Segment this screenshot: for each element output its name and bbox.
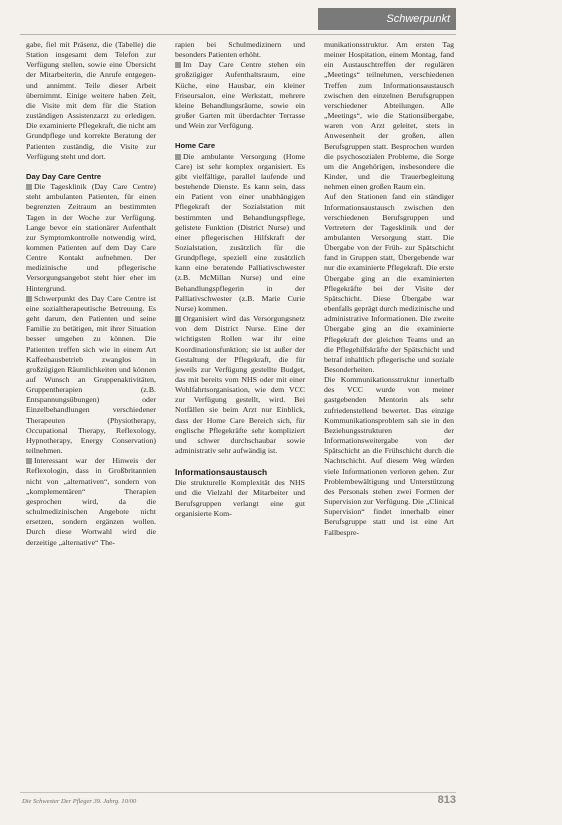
section-header: Schwerpunkt <box>318 8 456 30</box>
paragraph: munikationsstruktur. Am ersten Tag meiner Hospitation, einem Montag, fand ein Austauschtreffen der regulären „Meetings“ teilnehmen, verschiedenen Treffen zum Informationsaustausch zwischen den einzelnen Berufsgruppen verschiedener Abteilungen. Alle „Meetings“, wie die Stationsübergabe, waren von Arzt geleitet, stets in Anwesenheit der großen, allen Berufsgruppen statt. Besprochen wurden die psychosozialen Probleme, die Sorge um die Angehörigen, insbesondere die Kinder, und die Trauerbegleitung nehmen einen großen Raum ein. <box>324 40 454 192</box>
column-2 <box>175 40 305 519</box>
column-3 <box>324 40 454 538</box>
paragraph <box>175 152 305 315</box>
footer-rule <box>20 792 456 793</box>
paragraph-intro: gabe, fiel mit Präsenz, die (Tabelle) die Station insgesamt dem Telefon zur Verfügung stellen, sowie eine Übersicht der Mitarbeiterin, die Anrufe entgegen- und annimmt. Teile dieser Arbeit übernimmt. Einige weitere haben Zeit, die Visite mit dem für die Station zuständigen Assistenzarzt zu erledigen. Die examinierte Pflegekraft, die nicht am Grundpflege und korrekte Beratung der Patienten zuständig, die Visite zur Verfügung steht und dort. <box>26 40 156 161</box>
subheading-day-care: Day Day Care Centre <box>26 171 102 181</box>
paragraph-text: Im Day Care Centre stehen ein großzügiger Aufenthaltsraum, eine Küche, eine Hausbar, ein kleiner Friseursalon, eine Werkstatt, mehrere kleine Behandlungsräume, sowie ein großer Garten mit überdachter Terrasse und Wein zur Verfügung. <box>175 60 305 131</box>
square-bullet-icon <box>175 316 181 322</box>
paragraph-text: Schwerpunkt des Day Care Centre ist eine sozialtherapeutische Betreuung. Es geht darum, den Patienten und seine Familie zu betätigen, mit ihrer Situation besser umgehen zu können. Die Patienten treffen sich wie in einem Art Kaffeehausbetrieb zwanglos in großzügigen Räumlichkeiten und können auf Wunsch an Gruppenaktivitäten, Gruppentherapien (z.B. Entspannungsübungen) oder Einzelbehandlungen verschiedener Therapeuten (Physiotherapy, Occupational Therapy, Reflexology, Hypnotherapy, Energy Conservation) teilnehmen. <box>26 293 156 456</box>
heading-information-exchange: Informationsaustausch <box>175 467 268 478</box>
square-bullet-icon <box>26 184 32 190</box>
square-bullet-icon <box>26 296 32 302</box>
square-bullet-icon <box>26 458 32 464</box>
paragraph: Auf den Stationen fand ein ständiger Informationsaustausch zwischen den verschiedenen Berufsgruppen und Vertretern der Tagesklinik und der ambulanten Versorgung statt. Die Übergabe von der Früh- zur Spätschicht fand in Gruppen statt, Übergebende war nur die examinierte Pflegekraft. Die erste Übergabe ging an die examinierten Pflegekräfte bei der Visite der Spätschicht. Diese Übergabe war ebenfalls geprägt durch medizinische und administrative Informationen. Die zweite Übergabe ging an die examinierte Pflegekraft der gleichen Teams und an die Pflegehilfskräfte der Spätschicht und betraf inhaltlich pflegerische und soziale Besonderheiten. <box>324 192 454 374</box>
square-bullet-icon <box>175 154 181 160</box>
column-1 <box>26 40 156 548</box>
journal-citation: Die Schwester Der Pfleger 39. Jahrg. 10/00 <box>22 798 137 805</box>
page-number: 813 <box>437 794 456 806</box>
spacer <box>175 456 305 466</box>
paragraph: Die Kommunikationsstruktur innerhalb des VCC wurde von meiner gastgebenden Mentorin als sehr zufriedenstellend bewertet. Das einzige Kommunikationsproblem sah sie in den Beziehungsstrukturen der Informationsweitergabe von der Spätschicht an die Frühschicht durch die Nachtschicht. Auf diesem Weg würden viele Informationen verloren gehen. Zur Problembewältigung und Unterstützung des Personals stehen zwei Formen der Supervision zur Verfügung. Die „Clinical Supervision“ findet innerhalb einer Berufsgruppe statt und ist eine Art Fallbespre- <box>324 375 454 537</box>
paragraph <box>26 456 156 547</box>
paragraph <box>175 314 305 456</box>
header-rule <box>20 34 456 35</box>
paragraph-text: Die Tagesklinik (Day Care Centre) steht ambulanten Patienten, für einen begrenzten Zeitraum an bestimmten Tagen in der Woche zur Verfügung. Lange bevor ein stationärer Aufenthalt zur Symptomkontrolle notwendig wird, kommen Patienten auf dem Day Care Centre Kontakt aufnehmen. Der medizinische und pflegerische Versorgungsangebot steht hier eher im Hintergrund. <box>26 182 156 293</box>
paragraph-text: Die ambulante Versorgung (Home Care) ist sehr komplex organisiert. Es gibt vielfältige, parallel laufende und bestehende Dienste. Es kann sein, dass ein Patient von einer unabhängigen Pflegekraft der Sozialstation mit bestimmten und Behandlungspflege, gelistete Funktion (District Nurse) und einer pflegerischen Hilfskraft der Sozialstation, zusätzlich für die Grundpflege, speziell eine zusätzlich kann eine beratende Palliativschwester (z.B. McMillan Nurse) und eine Behandlungspflegerin in der Palliativschwester (z.B. Marie Curie Nurse) kommen. <box>175 151 305 313</box>
paragraph <box>175 60 305 131</box>
paragraph <box>26 294 156 457</box>
paragraph: rapien bei Schulmedizinern und besonders Patienten erhöht. <box>175 40 305 60</box>
paragraph <box>26 182 156 294</box>
paragraph: Die strukturelle Komplexität des NHS und die Vielzahl der Mitarbeiter und Berufsgruppen verlangt eine gut organisierte Kom- <box>175 478 305 518</box>
square-bullet-icon <box>175 62 181 68</box>
paragraph-text: Interessant war der Hinweis der Reflexologin, dass in Großbritannien nicht von „alternativen“, sondern von „komplementären“ Therapien gesprochen wird, da die schulmedizinischen Angebote nicht ersetzen, sondern ergänzen wollen. Durch diese Wortwahl wird die derzeitige „alternative“ The- <box>26 456 156 547</box>
subheading-home-care: Home Care <box>175 141 216 151</box>
spacer <box>175 131 305 141</box>
paragraph-text: Organisiert wird das Versorgungsnetz von dem District Nurse. Eine der wichtigsten Rollen war ihr eine Koordinationsfunktion; sie ist außer der Gestaltung der Pflegekraft, die für jeweils zur Verfügung gestellte Budget, das mit bereits vom NHS oder mit einer Wohlfahrtsorganisation, wie dem VCC zur Verfügung gestellt, wird. Bei Notfällen sie beim Arzt nur Einblick, dass der Home Care Bereich sich, für englische Pflegekräfte sehr kompliziert und schwer durchschaubar sowie administrativ sehr aufwändig ist. <box>175 314 305 456</box>
spacer <box>26 162 156 172</box>
